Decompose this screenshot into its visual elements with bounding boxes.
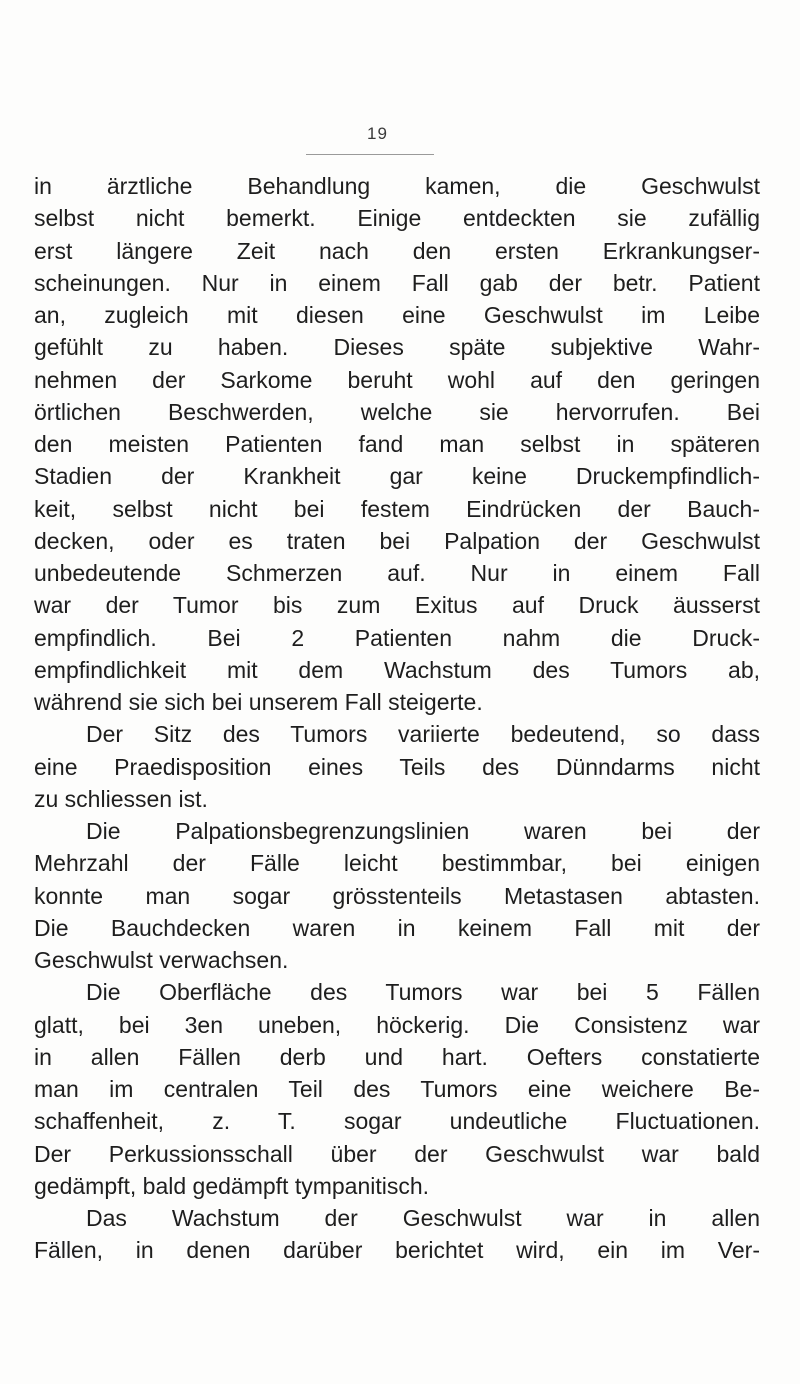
text-line: konnte man sogar grösstenteils Metastasen abtasten. xyxy=(34,882,760,909)
text-line: nehmen der Sarkome beruht wohl auf den geringen xyxy=(34,366,760,393)
text-line: war der Tumor bis zum Exitus auf Druck äusserst xyxy=(34,592,760,619)
text-line: empfindlich. Bei 2 Patienten nahm die Druck- xyxy=(34,624,760,651)
text-line: in ärztliche Behandlung kamen, die Geschwulst xyxy=(34,173,760,199)
text-line: den meisten Patienten fand man selbst in späteren xyxy=(34,431,760,457)
text-line: örtlichen Beschwerden, welche sie hervorrufen. Bei xyxy=(34,398,760,425)
text-line: Stadien der Krankheit gar keine Druckempfindlich- xyxy=(34,463,760,490)
text-line: decken, oder es traten bei Palpation der Geschwulst xyxy=(34,527,760,554)
text-line: scheinungen. Nur in einem Fall gab der betr. Patient xyxy=(34,269,760,296)
paragraph-start-line: Die Oberfläche des Tumors war bei 5 Fällen xyxy=(86,979,760,1006)
text-line: selbst nicht bemerkt. Einige entdeckten sie zufällig xyxy=(34,205,760,232)
paragraph-end-line: während sie sich bei unserem Fall steigerte. xyxy=(34,689,483,715)
header-rule xyxy=(306,154,434,155)
text-line: erst längere Zeit nach den ersten Erkrankungser- xyxy=(34,237,760,264)
body-text xyxy=(34,170,760,1267)
text-line: Mehrzahl der Fälle leicht bestimmbar, bei einigen xyxy=(34,850,760,877)
text-line: empfindlichkeit mit dem Wachstum des Tumors ab, xyxy=(34,656,760,683)
text-line: man im centralen Teil des Tumors eine weichere Be- xyxy=(34,1076,760,1102)
text-line: Fällen, in denen darüber berichtet wird, ein im Ver- xyxy=(34,1237,760,1264)
paragraph-end-line: zu schliessen ist. xyxy=(34,785,208,812)
text-line: gefühlt zu haben. Dieses späte subjektive Wahr- xyxy=(34,334,760,361)
text-line: an, zugleich mit diesen eine Geschwulst im Leibe xyxy=(34,302,760,328)
page-number: 19 xyxy=(367,124,388,143)
text-line: keit, selbst nicht bei festem Eindrücken der Bauch- xyxy=(34,495,760,522)
text-line: eine Praedisposition eines Teils des Dünndarms nicht xyxy=(34,753,760,780)
paragraph-end-line: gedämpft, bald gedämpft tympanitisch. xyxy=(34,1172,430,1199)
paragraph-end-line: Geschwulst verwachsen. xyxy=(34,947,289,973)
paragraph-start-line: Das Wachstum der Geschwulst war in allen xyxy=(86,1205,760,1231)
text-line: Die Bauchdecken waren in keinem Fall mit der xyxy=(34,914,760,941)
text-line: schaffenheit, z. T. sogar undeutliche Fluctuationen. xyxy=(34,1108,760,1135)
text-line: Der Perkussionsschall über der Geschwulst war bald xyxy=(34,1140,760,1167)
text-line: unbedeutende Schmerzen auf. Nur in einem Fall xyxy=(34,560,760,586)
text-line: in allen Fällen derb und hart. Oefters constatierte xyxy=(34,1043,760,1070)
text-line: glatt, bei 3en uneben, höckerig. Die Consistenz war xyxy=(34,1011,760,1038)
paragraph-start-line: Der Sitz des Tumors variierte bedeutend, so dass xyxy=(86,721,760,748)
paragraph-start-line: Die Palpationsbegrenzungslinien waren bei der xyxy=(86,818,760,844)
